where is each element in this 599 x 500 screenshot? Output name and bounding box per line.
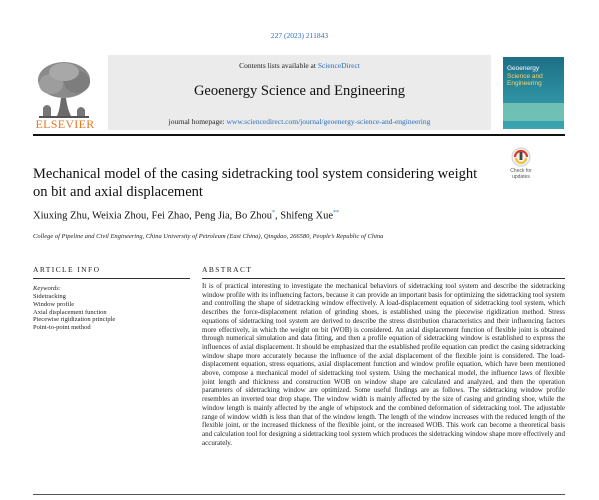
journal-homepage-link[interactable]: www.sciencedirect.com/journal/geoenergy-science-and-engineering [226, 117, 431, 126]
corresponding-author-mark-2[interactable]: ** [333, 210, 340, 216]
check-for-updates-label[interactable] [505, 168, 537, 180]
keywords-label: Keywords: [33, 285, 61, 292]
keyword-item: Piecewise rigidization principle [33, 316, 116, 324]
article-title: Mechanical model of the casing sidetracking tool system considering weight on bit and axial displacement [33, 166, 478, 200]
keyword-item: Axial displacement function [33, 308, 107, 316]
keyword-item: Sidetracking [33, 293, 66, 300]
journal-citation[interactable]: 227 (2023) 211843 [270, 31, 329, 40]
cover-title [507, 65, 562, 88]
keywords-list [33, 293, 115, 332]
article-info-heading: ARTICLE INFO [33, 265, 101, 274]
keyword-item: Point-to-point method [33, 324, 91, 332]
article-info-divider [33, 278, 190, 279]
publisher-name: ELSEVIER [35, 117, 95, 131]
journal-masthead [108, 55, 491, 130]
author-list [33, 210, 339, 222]
authors-main[interactable]: Xiuxing Zhu, Weixia Zhou, Fei Zhao, Peng Jia, Bo Zhou [33, 210, 272, 222]
contents-line [108, 61, 491, 70]
cover-title-line-2: Science and [507, 72, 543, 80]
author-affiliation: College of Pipeline and Civil Engineering, China University of Petroleum (East China), Qingdao, 266580, People’s Republic of China [33, 233, 384, 240]
contents-prefix: Contents lists available at [239, 61, 318, 70]
check-label-line-2: updates [512, 174, 530, 180]
header-divider [33, 134, 565, 136]
footer-divider [33, 494, 565, 495]
homepage-prefix: journal homepage: [168, 117, 227, 126]
cover-title-line-3: Engineering [507, 80, 542, 87]
abstract-text: It is of practical interesting to investigate the mechanical behaviors of sidetracking tool system and describe the sidetracking window profile with its influencing factors, because it can provide an important basis for optimizing the sidetracking tool system and controlling the shape of sidetracking window effectively. A load-displacement equation of sidetracking tool system, which describes the force-displacement relation of grinding shoes, is established using the piecewise rigidization method. Stress equations of sidetracking tool system are derived to describe the stress distribution characteristics and their influencing factors more effectively, in which the weight on bit (WOB) is considered. An axial displacement function of flexible joint is obtained through numerical simulation and data fitting, and then a profile equation of sidetracking window is established to express the influences of axial displacement. It should be emphasized that the established profile equation can predict the casing sidetracking window shape more accurately because the influence of the axial displacement of the flexible joint is considered. The load-displacement equation, stress equations, axial displacement function and window profile equation, which have been mentioned above, compose a mechanical model of sidetracking tool system. Using the mechanical model, the influence laws of flexible joint length and thickness and construction WOB on window shape are calculated and analyzed, and then the operation parameters of sidetracking window are optimized. Some useful findings are as follows. The sidetracking window profile resembles an inverted tear drop shape. The window width is mainly affected by the size of casing and grinding shoe, while the window length is mainly affected by the angle of whipstock and the combined deformation of sidetracking tool. The adjustable range of window width is less than that of the window length. The length of the window increases with the reduced length of the flexible joint, or the increased thickness of the flexible joint, or the increased WOB. This work can become a theoretical basis and calculation tool for designing a sidetracking tool system which produces the sidetracking window shape more effectively and accurately. [202, 282, 565, 447]
journal-title[interactable]: Geoenergy Science and Engineering [193, 83, 406, 99]
cover-title-line-1: Geoenergy [507, 65, 540, 72]
abstract-heading: ABSTRACT [202, 265, 253, 274]
last-author[interactable]: , Shifeng Xue [274, 210, 334, 222]
sciencedirect-link[interactable]: ScienceDirect [317, 61, 360, 70]
homepage-line [108, 117, 491, 126]
check-label-line-1: Check for [510, 168, 532, 174]
corresponding-author-mark[interactable]: * [271, 210, 275, 216]
cover-graphic-band [503, 103, 564, 121]
abstract-divider [202, 278, 565, 279]
keyword-item: Window profile [33, 300, 75, 308]
journal-cover-thumbnail[interactable] [503, 57, 564, 129]
